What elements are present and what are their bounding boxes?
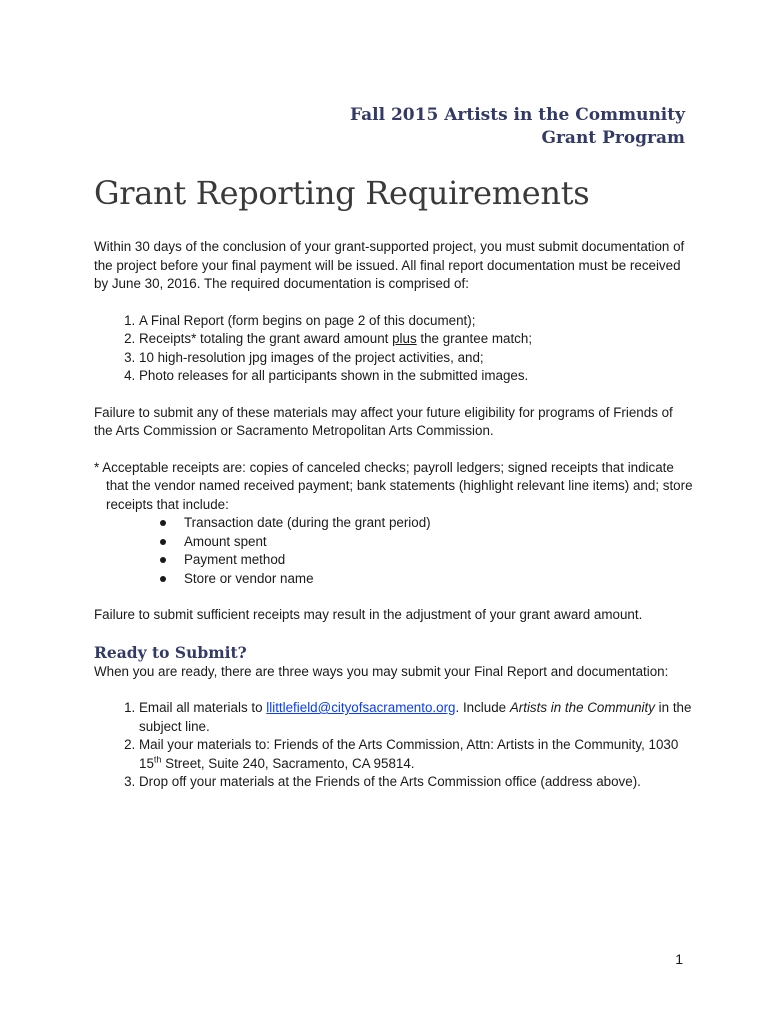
requirement-item: 4. Photo releases for all participants shown in the submitted images. bbox=[139, 367, 694, 386]
bullet-icon bbox=[160, 520, 166, 526]
header-line-1: Fall 2015 Artists in the Community bbox=[349, 105, 685, 125]
receipt-field-item: Transaction date (during the grant period) bbox=[160, 514, 694, 533]
receipt-field-item: Store or vendor name bbox=[160, 570, 694, 589]
requirement-item: 2. Receipts* totaling the grant award amount plus the grantee match; bbox=[139, 330, 694, 349]
submission-option: 3. Drop off your materials at the Friends of the Arts Commission office (address above). bbox=[139, 773, 694, 792]
bullet-icon bbox=[160, 576, 166, 582]
requirement-item: 3. 10 high-resolution jpg images of the project activities, and; bbox=[139, 349, 694, 368]
bullet-icon bbox=[160, 557, 166, 563]
ready-heading: Ready to Submit? bbox=[94, 642, 247, 662]
requirements-list bbox=[94, 312, 694, 386]
receipt-field-item: Payment method bbox=[160, 551, 694, 570]
page-number: 1 bbox=[675, 951, 683, 967]
header-line-2: Grant Program bbox=[541, 128, 685, 148]
submission-option: 2. Mail your materials to: Friends of the Arts Commission, Attn: Artists in the Community, 1030 15th Street, Suite 240, Sacramento, CA 95814. bbox=[139, 736, 694, 773]
receipts-warning: Failure to submit sufficient receipts may result in the adjustment of your grant award amount. bbox=[94, 607, 643, 622]
underlined-plus: plus bbox=[392, 331, 417, 346]
submission-option: 1. Email all materials to llittlefield@cityofsacramento.org. Include Artists in the Community in the subject line. bbox=[139, 699, 694, 736]
receipt-fields-list bbox=[94, 514, 694, 588]
receipts-note: * Acceptable receipts are: copies of canceled checks; payroll ledgers; signed receipts that indicate that the vendor named received payment; bank statements (highlight relevant line items) and; store receipts that include: bbox=[94, 459, 693, 512]
bullet-icon bbox=[160, 539, 166, 545]
email-link[interactable]: llittlefield@cityofsacramento.org bbox=[266, 700, 456, 715]
receipt-field-item: Amount spent bbox=[160, 533, 694, 552]
eligibility-warning: Failure to submit any of these materials may affect your future eligibility for programs of Friends of the Arts Commission or Sacramento Metropolitan Arts Commission. bbox=[94, 404, 673, 438]
intro-paragraph: Within 30 days of the conclusion of your grant-supported project, you must submit documentation of the project before your final payment will be issued. All final report documentation must be received by June 30, 2016. The required documentation is comprised of: bbox=[94, 239, 685, 291]
document-body bbox=[94, 238, 694, 792]
program-header bbox=[350, 104, 685, 150]
ready-intro: When you are ready, there are three ways you may submit your Final Report and documentation: bbox=[94, 663, 669, 679]
submission-options-list bbox=[94, 699, 694, 792]
requirement-item: 1. A Final Report (form begins on page 2 of this document); bbox=[139, 312, 694, 331]
page-title: Grant Reporting Requirements bbox=[94, 174, 590, 212]
